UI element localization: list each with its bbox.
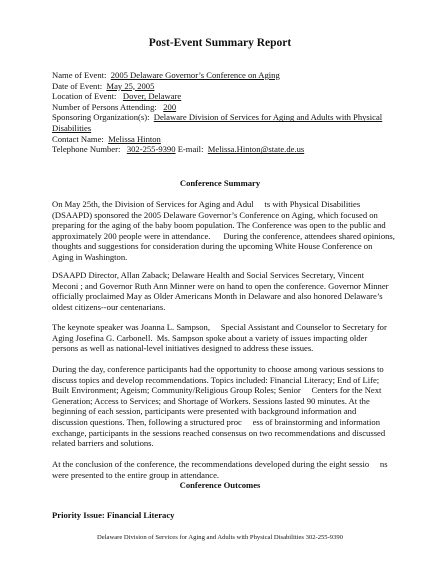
- paragraph-line: Built Environment; Ageism; Community/Religious Group Roles; Senior Centers for the Next: [52, 385, 382, 396]
- summary-paragraph-5: [52, 459, 408, 480]
- sponsor-value-line-1: Delaware Division of Services for Aging and Adults with Physical: [153, 112, 383, 123]
- paragraph-line: exchange, participants in the sessions reached consensus on two recommendations and discussed: [52, 427, 386, 438]
- contact-value: Melissa Hinton: [108, 133, 161, 144]
- paragraph-line: On May 25th, the Division of Services for Aging and Adul ts with Physical Disabilities: [52, 199, 361, 209]
- paragraph-line: preparing for the aging of the baby boom population. The Conference was open to the public and: [52, 220, 386, 231]
- summary-paragraph-4: [52, 364, 408, 449]
- event-location-label: Location of Event:: [52, 91, 117, 102]
- paragraph-line: Aging Josefina G. Carbonell. Ms. Sampson spoke about a variety of issues impacting older: [52, 332, 368, 343]
- conference-summary-heading: Conference Summary: [179, 178, 261, 188]
- event-name-label: Name of Event:: [52, 70, 107, 80]
- event-location-row: [52, 91, 412, 102]
- persons-attending-row: [52, 102, 412, 113]
- paragraph-line: Aging in Washington.: [52, 251, 128, 262]
- paragraph-line: approximately 200 people were in attendance. During the conference, attendees shared opinions,: [52, 230, 395, 241]
- contact-label: Contact Name:: [52, 133, 104, 144]
- email-link[interactable]: Melissa.Hinton@state.de.us: [207, 144, 305, 155]
- summary-paragraph-3: [52, 322, 408, 354]
- paragraph-line: discussion questions. Then, following a structured proc ess of brainstorming and information: [52, 416, 381, 427]
- summary-paragraph-1: [52, 199, 408, 263]
- phone-label: Telephone Number:: [52, 144, 121, 155]
- event-info-block: [52, 70, 412, 155]
- report-title: Post-Event Summary Report: [148, 37, 292, 49]
- paragraph-line: Generation; Access to Services; and Shortage of Workers. Sessions lasted 90 minutes. At the: [52, 395, 370, 406]
- paragraph-line: oldest citizens--our centenarians.: [52, 301, 166, 312]
- paragraph-line: The keynote speaker was Joanna L. Sampson, Special Assistant and Counselor to Secretary for: [52, 322, 387, 332]
- priority-issue-heading: Priority Issue: Financial Literacy: [52, 510, 175, 520]
- paragraph-line: related barriers and solutions.: [52, 438, 154, 449]
- event-location-value: Dover, Delaware: [122, 91, 182, 102]
- paragraph-line: officially proclaimed May as Older Americans Month in Delaware and also honored Delaware’s: [52, 291, 383, 302]
- contact-row: [52, 134, 412, 145]
- paragraph-line: During the day, conference participants had the opportunity to choose among various sessions to: [52, 364, 384, 374]
- email-label: E-mail:: [177, 144, 204, 155]
- phone-row: [52, 144, 412, 155]
- summary-paragraph-2: [52, 270, 408, 312]
- sponsor-value-line-2: Disabilities: [52, 122, 92, 133]
- paragraph-line: DSAAPD Director, Allan Zaback; Delaware Health and Social Services Secretary, Vincent: [52, 270, 364, 280]
- paragraph-line: persons as well as national-level initiatives designed to address these issues.: [52, 343, 314, 354]
- persons-attending-value: 200: [163, 101, 177, 112]
- sponsor-row: [52, 112, 412, 123]
- event-name-value: 2005 Delaware Governor’s Conference on Aging: [110, 70, 280, 80]
- persons-attending-label: Number of Persons Attending:: [52, 101, 157, 112]
- sponsor-label: Sponsoring Organization(s):: [52, 112, 150, 123]
- paragraph-line: discuss topics and develop recommendations. Topics included: Financial Literacy; End of Life;: [52, 374, 380, 385]
- event-date-value: May 25, 2005: [106, 80, 155, 91]
- phone-value: 302-255-9390: [126, 144, 176, 155]
- conference-outcomes-heading: Conference Outcomes: [179, 480, 261, 490]
- paragraph-line: At the conclusion of the conference, the recommendations developed during the eight sessio ns: [52, 459, 388, 469]
- paragraph-line: (DSAAPD) sponsored the 2005 Delaware Governor’s Conference on Aging, which focused on: [52, 209, 378, 220]
- paragraph-line: Meconi ; and Governor Ruth Ann Minner were on hand to open the conference. Governor Minner: [52, 280, 389, 291]
- sponsor-row-continued: [52, 123, 412, 134]
- event-date-row: [52, 81, 412, 92]
- event-date-label: Date of Event:: [52, 80, 103, 91]
- paragraph-line: were presented to the entire group in attendance.: [52, 469, 220, 480]
- page-footer: Delaware Division of Services for Aging and Adults with Physical Disabilities 302-255-9390: [97, 534, 343, 541]
- event-name-row: [52, 70, 412, 81]
- paragraph-line: beginning of each session, participants were presented with background information and: [52, 406, 357, 417]
- paragraph-line: thoughts and suggestions for consideration during the upcoming White House Conference on: [52, 241, 373, 252]
